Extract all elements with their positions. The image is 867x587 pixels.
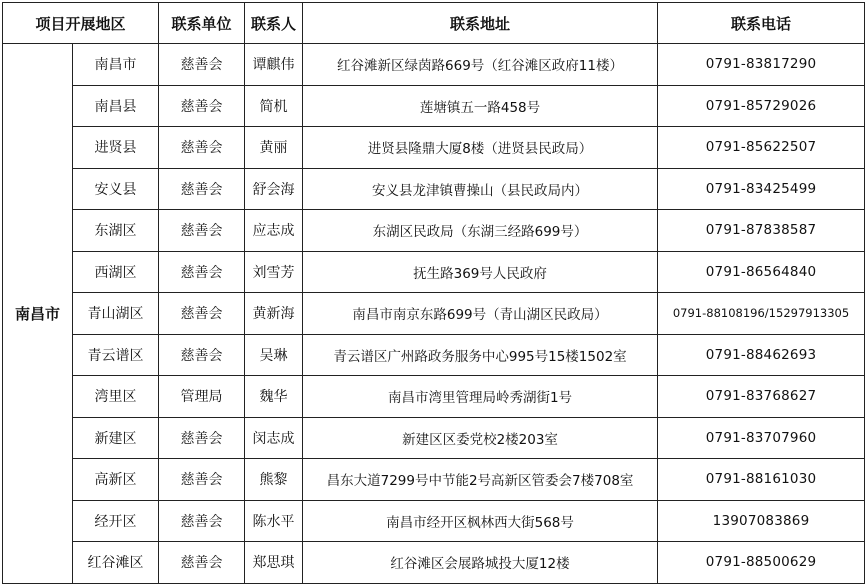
table-row	[3, 500, 865, 542]
phone-cell: 0791-83425499	[658, 168, 865, 210]
unit-cell: 慈善会	[159, 251, 245, 293]
unit-cell: 慈善会	[159, 127, 245, 169]
address-cell: 南昌市经开区枫林西大街568号	[303, 500, 658, 542]
district-cell: 青山湖区	[73, 293, 159, 335]
table-row	[3, 168, 865, 210]
contact-cell: 谭麒伟	[245, 44, 303, 86]
unit-cell: 慈善会	[159, 293, 245, 335]
contact-table	[2, 2, 865, 584]
unit-cell: 慈善会	[159, 459, 245, 501]
phone-cell: 13907083869	[658, 500, 865, 542]
contact-cell: 舒会海	[245, 168, 303, 210]
table-row	[3, 44, 865, 86]
contact-cell: 简机	[245, 85, 303, 127]
address-cell: 青云谱区广州路政务服务中心995号15楼1502室	[303, 334, 658, 376]
header-unit: 联系单位	[159, 3, 245, 44]
district-cell: 新建区	[73, 417, 159, 459]
address-cell: 南昌市南京东路699号（青山湖区民政局）	[303, 293, 658, 335]
header-contact: 联系人	[245, 3, 303, 44]
header-phone: 联系电话	[658, 3, 865, 44]
unit-cell: 慈善会	[159, 168, 245, 210]
address-cell: 东湖区民政局（东湖三经路699号）	[303, 210, 658, 252]
district-cell: 南昌县	[73, 85, 159, 127]
phone-cell: 0791-86564840	[658, 251, 865, 293]
phone-cell: 0791-88108196/15297913305	[658, 293, 865, 335]
phone-cell: 0791-83817290	[658, 44, 865, 86]
district-cell: 东湖区	[73, 210, 159, 252]
table-row	[3, 293, 865, 335]
table-row	[3, 376, 865, 418]
unit-cell: 慈善会	[159, 210, 245, 252]
contact-cell: 刘雪芳	[245, 251, 303, 293]
phone-cell: 0791-88500629	[658, 542, 865, 584]
address-cell: 莲塘镇五一路458号	[303, 85, 658, 127]
district-cell: 南昌市	[73, 44, 159, 86]
unit-cell: 慈善会	[159, 417, 245, 459]
district-cell: 安义县	[73, 168, 159, 210]
table-row	[3, 459, 865, 501]
unit-cell: 管理局	[159, 376, 245, 418]
unit-cell: 慈善会	[159, 542, 245, 584]
phone-cell: 0791-83707960	[658, 417, 865, 459]
address-cell: 南昌市湾里管理局岭秀湖街1号	[303, 376, 658, 418]
unit-cell: 慈善会	[159, 85, 245, 127]
contact-cell: 黄新海	[245, 293, 303, 335]
address-cell: 安义县龙津镇曹操山（县民政局内）	[303, 168, 658, 210]
district-cell: 湾里区	[73, 376, 159, 418]
table-row	[3, 210, 865, 252]
address-cell: 红谷滩区会展路城投大厦12楼	[303, 542, 658, 584]
header-row	[3, 3, 865, 44]
region-cell: 南昌市	[3, 44, 73, 584]
phone-cell: 0791-87838587	[658, 210, 865, 252]
district-cell: 红谷滩区	[73, 542, 159, 584]
contact-cell: 陈水平	[245, 500, 303, 542]
contact-cell: 闵志成	[245, 417, 303, 459]
table-row	[3, 251, 865, 293]
phone-cell: 0791-88462693	[658, 334, 865, 376]
header-region: 项目开展地区	[3, 3, 159, 44]
table-row	[3, 542, 865, 584]
address-cell: 抚生路369号人民政府	[303, 251, 658, 293]
unit-cell: 慈善会	[159, 334, 245, 376]
district-cell: 青云谱区	[73, 334, 159, 376]
table-row	[3, 85, 865, 127]
table-row	[3, 417, 865, 459]
address-cell: 昌东大道7299号中节能2号高新区管委会7楼708室	[303, 459, 658, 501]
address-cell: 新建区区委党校2楼203室	[303, 417, 658, 459]
phone-cell: 0791-83768627	[658, 376, 865, 418]
district-cell: 经开区	[73, 500, 159, 542]
table-row	[3, 334, 865, 376]
district-cell: 西湖区	[73, 251, 159, 293]
address-cell: 红谷滩新区绿茵路669号（红谷滩区政府11楼）	[303, 44, 658, 86]
address-cell: 进贤县隆鼎大厦8楼（进贤县民政局）	[303, 127, 658, 169]
contact-cell: 郑思琪	[245, 542, 303, 584]
contact-cell: 魏华	[245, 376, 303, 418]
table-row	[3, 127, 865, 169]
unit-cell: 慈善会	[159, 44, 245, 86]
contact-cell: 黄丽	[245, 127, 303, 169]
district-cell: 高新区	[73, 459, 159, 501]
header-address: 联系地址	[303, 3, 658, 44]
contact-cell: 应志成	[245, 210, 303, 252]
unit-cell: 慈善会	[159, 500, 245, 542]
contact-cell: 熊黎	[245, 459, 303, 501]
district-cell: 进贤县	[73, 127, 159, 169]
phone-cell: 0791-85729026	[658, 85, 865, 127]
phone-cell: 0791-88161030	[658, 459, 865, 501]
phone-cell: 0791-85622507	[658, 127, 865, 169]
contact-cell: 吴琳	[245, 334, 303, 376]
